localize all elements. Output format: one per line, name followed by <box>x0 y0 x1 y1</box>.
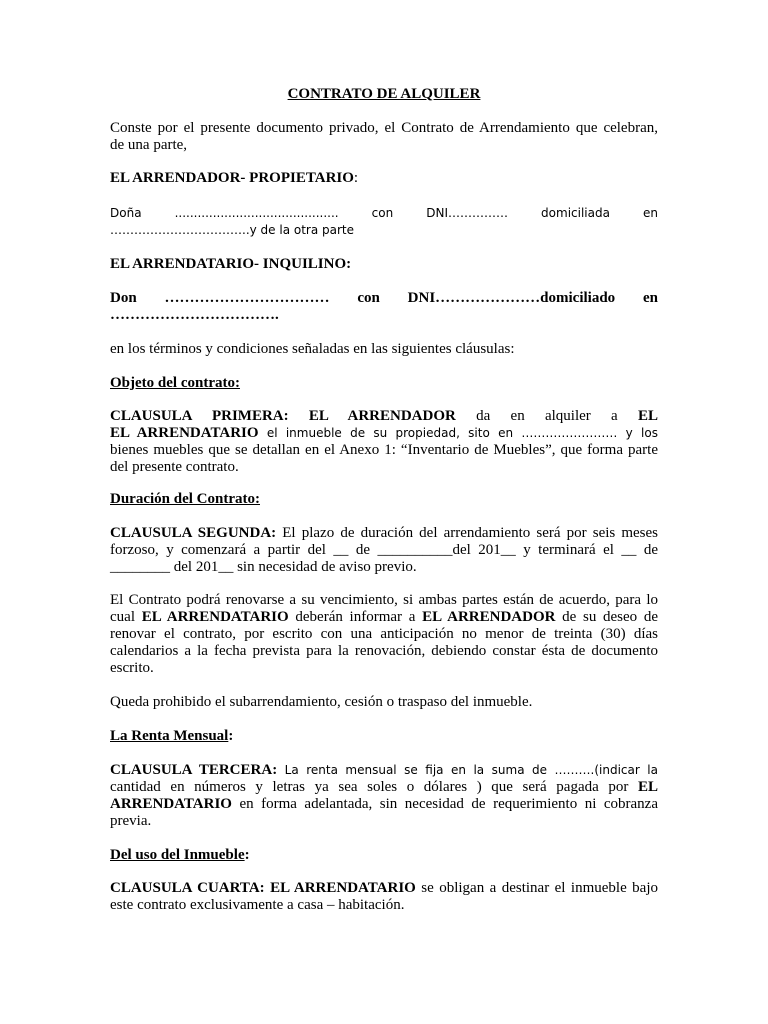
renewal-line-2 <box>110 609 658 626</box>
rent-heading <box>110 728 658 745</box>
rent-heading-text: La Renta Mensual <box>110 728 229 744</box>
clause-1-line-2 <box>110 425 658 442</box>
clause-2-line-3: ________ del 201__ sin necesidad de aviso previo. <box>110 559 417 575</box>
terms-intro: en los términos y condiciones señaladas en las siguientes cláusulas: <box>110 341 515 357</box>
renewal-line-5: escrito. <box>110 660 154 676</box>
lessor-heading-text: EL ARRENDADOR- PROPIETARIO <box>110 170 354 186</box>
use-heading <box>110 847 658 864</box>
clause-2-label: CLAUSULA SEGUNDA: <box>110 525 277 541</box>
clause-3-text-1: La renta mensual se fija en la suma de ……….(indicar la <box>277 763 658 777</box>
clause-2 <box>110 525 658 576</box>
clause-4-line-1 <box>110 880 658 897</box>
renewal-paragraph <box>110 592 658 677</box>
lessee-heading: EL ARRENDATARIO- INQUILINO: <box>110 256 352 272</box>
clause-4 <box>110 880 658 914</box>
clause-4-text-1: se obligan a destinar el inmueble bajo <box>415 880 658 896</box>
intro-line-1: Conste por el presente documento privado, el Contrato de Arrendamiento que celebran, <box>110 120 658 136</box>
renewal-line-1: El Contrato podrá renovarse a su vencimiento, si ambas partes están de acuerdo, para lo <box>110 592 658 608</box>
clause-3-line-4: previa. <box>110 813 152 829</box>
renewal-b: deberán informar a <box>288 609 423 625</box>
renewal-a: cual <box>110 609 142 625</box>
use-heading-colon: : <box>244 847 250 863</box>
lessee-line-1 <box>110 290 658 307</box>
clause-2-text-1: El plazo de duración del arrendamiento será por seis meses <box>276 525 659 541</box>
lessor-details <box>110 205 658 239</box>
clause-4-line-2: este contrato exclusivamente a casa – habitación. <box>110 897 405 913</box>
lessor-line-2 <box>110 222 658 239</box>
intro-paragraph <box>110 120 658 154</box>
clause-3-line-3-bold: ARRENDATARIO <box>110 796 232 812</box>
lessee-line-1-a: Don …………………………… con DNI………………… <box>110 290 541 306</box>
document-title: CONTRATO DE ALQUILER <box>287 86 481 102</box>
clause-1-el: EL <box>637 408 658 424</box>
lessee-details <box>110 290 658 324</box>
clause-1-text-b: el inmueble de su propiedad, sito en …………………… y los <box>258 426 658 440</box>
clause-1-line-1 <box>110 408 658 425</box>
sublet-paragraph: Queda prohibido el subarrendamiento, cesión o traspaso del inmueble. <box>110 694 533 710</box>
rent-heading-colon: : <box>228 728 234 744</box>
clause-1-line-3: bienes muebles que se detallan en el Anexo 1: “Inventario de Muebles”, que forma parte <box>110 442 658 458</box>
clause-3-line-3 <box>110 796 658 813</box>
clause-2-line-1 <box>110 525 658 542</box>
clause-1-line-4: del presente contrato. <box>110 459 239 475</box>
clause-1-lessee: EL ARRENDATARIO <box>110 425 259 441</box>
clause-3-line-3-text: en forma adelantada, sin necesidad de requerimiento ni cobranza <box>231 796 658 812</box>
clause-3-line-2 <box>110 779 658 796</box>
renewal-lessee: EL ARRENDATARIO <box>141 609 289 625</box>
lessor-line-1-text: Doña ........................................... con DNI…………… domiciliada en <box>110 206 658 220</box>
clause-3-line-2-text: cantidad en números y letras ya sea soles o dólares ) que será pagada por <box>110 779 638 795</box>
renewal-line-3: renovar el contrato, por escrito con una anticipación no menor de treinta (30) días <box>110 626 658 642</box>
renewal-line-4: calendarios a la fecha prevista para la renovación, debiendo constar ésta de documento <box>110 643 658 659</box>
clause-1-text-a: da en alquiler a <box>455 408 638 424</box>
clause-1 <box>110 408 658 476</box>
lessee-line-1-b: domiciliado en <box>540 290 658 306</box>
lessee-line-2: ……………………………. <box>110 307 279 323</box>
lessor-heading <box>110 170 658 187</box>
clause-2-line-2: forzoso, y comenzará a partir del __ de __________del 201__ y terminará el __ de <box>110 542 658 558</box>
clause-3-label: CLAUSULA TERCERA: <box>110 762 278 778</box>
clause-3 <box>110 762 658 830</box>
intro-line-2: de una parte, <box>110 137 188 153</box>
duration-heading: Duración del Contrato: <box>110 491 260 507</box>
lessor-line-2-text: ……………………………..y de la otra parte <box>110 223 355 237</box>
use-heading-text: Del uso del Inmueble <box>110 847 245 863</box>
renewal-c: de su deseo de <box>555 609 659 625</box>
renewal-lessor: EL ARRENDADOR <box>422 609 556 625</box>
clause-3-line-2-bold: EL <box>637 779 658 795</box>
lessor-line-1 <box>110 205 658 222</box>
clause-3-line-1 <box>110 762 658 779</box>
object-heading: Objeto del contrato: <box>110 375 240 391</box>
clause-4-label: CLAUSULA CUARTA: EL ARRENDATARIO <box>110 880 416 896</box>
lessor-heading-colon: : <box>353 170 359 186</box>
clause-1-label: CLAUSULA PRIMERA: EL ARRENDADOR <box>110 408 456 424</box>
